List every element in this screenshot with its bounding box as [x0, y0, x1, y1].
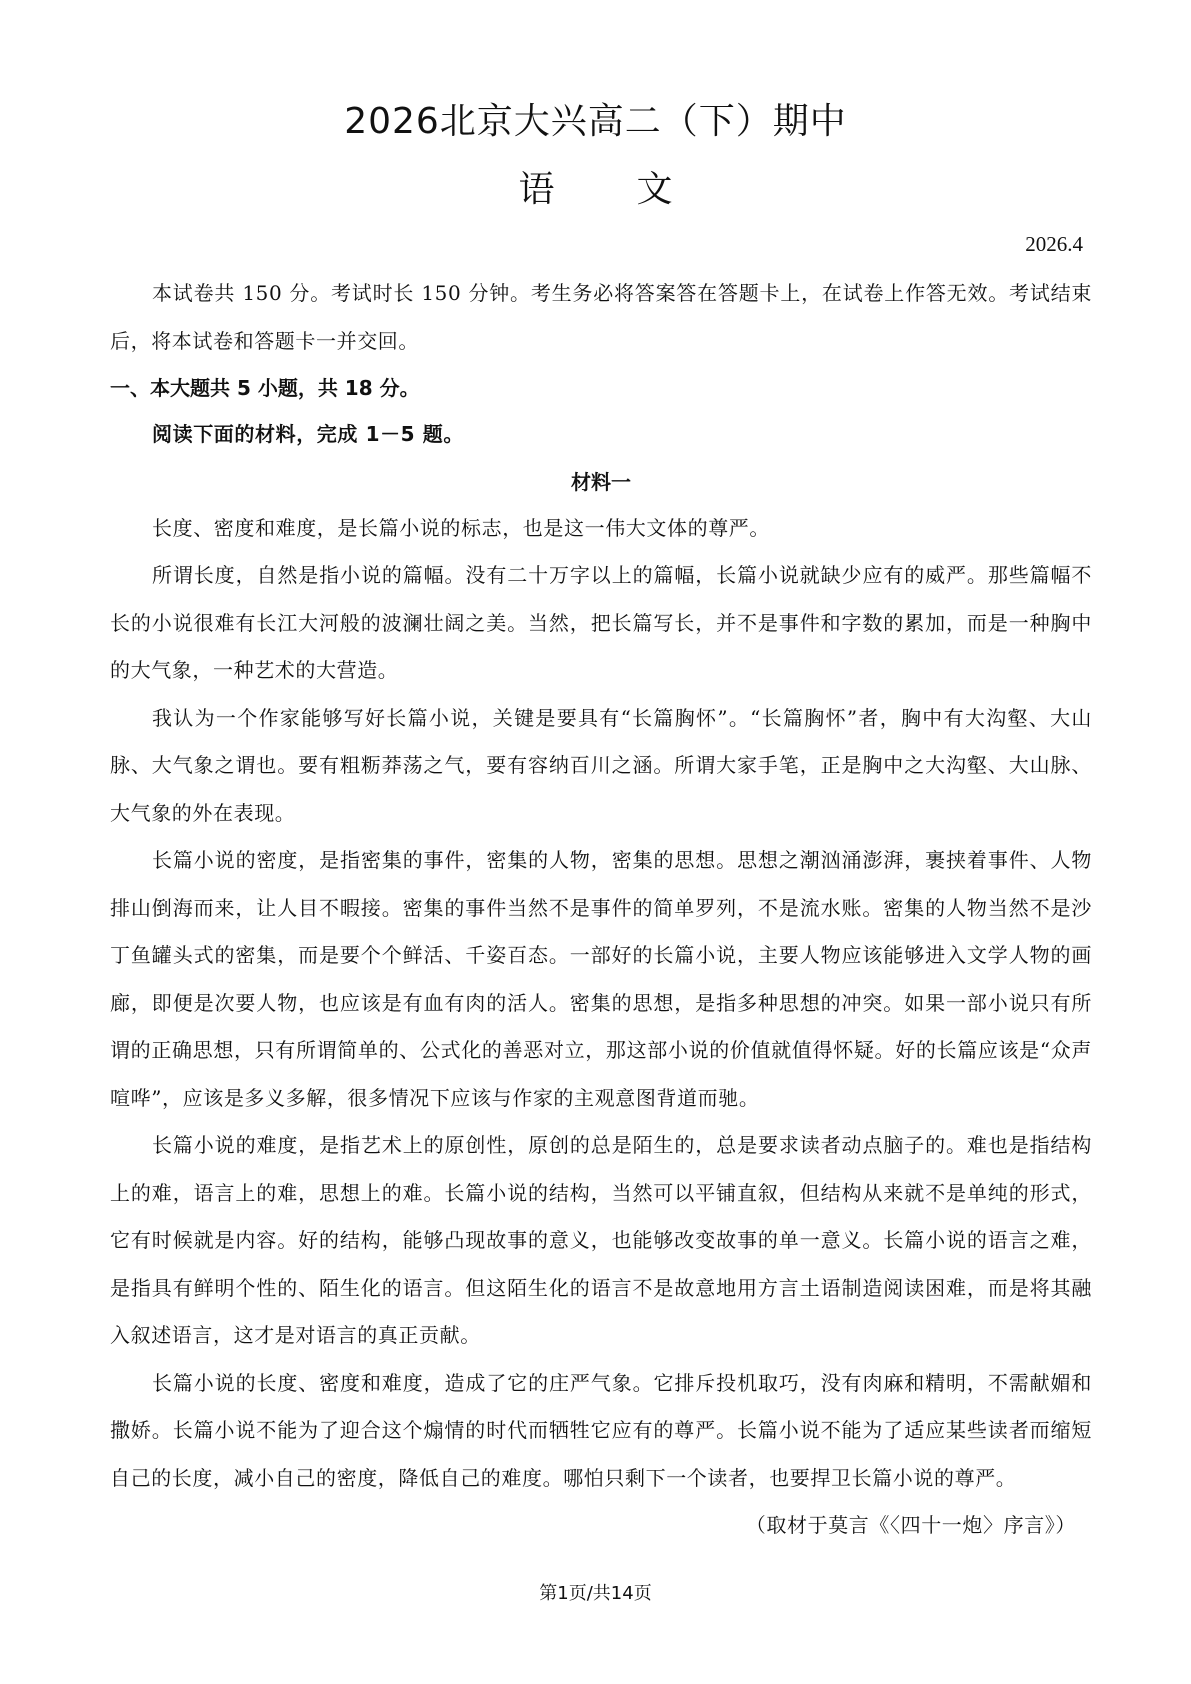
reading-directive: 阅读下面的材料，完成 1－5 题。 — [152, 422, 464, 446]
material-title: 材料一 — [571, 469, 631, 494]
exam-content — [110, 270, 1092, 1550]
material-paragraph: 我认为一个作家能够写好长篇小说，关键是要具有“长篇胸怀”。“长篇胸怀”者，胸中有大沟壑、大山脉、大气象之谓也。要有粗粝莽荡之气，要有容纳百川之涵。所谓大家手笔，正是胸中之大沟壑、大山脉、大气象的外在表现。 — [110, 705, 1092, 825]
material-paragraph: 长篇小说的难度，是指艺术上的原创性，原创的总是陌生的，总是要求读者动点脑子的。难也是指结构上的难，语言上的难，思想上的难。长篇小说的结构，当然可以平铺直叙，但结构从来就不是单纯的形式，它有时候就是内容。好的结构，能够凸现故事的意义，也能够改变故事的单一意义。长篇小说的语言之难，是指具有鲜明个性的、陌生化的语言。但这陌生化的语言不是故意地用方言土语制造阅读困难，而是将其融入叙述语言，这才是对语言的真正贡献。 — [110, 1133, 1092, 1347]
subject-heading — [0, 168, 1191, 212]
material-paragraph: 长篇小说的长度、密度和难度，造成了它的庄严气象。它排斥投机取巧，没有肉麻和精明，不需献媚和撒娇。长篇小说不能为了迎合这个煽情的时代而牺牲它应有的尊严。长篇小说不能为了适应某些读者而缩短自己的长度，减小自己的密度，降低自己的难度。哪怕只剩下一个读者，也要捍卫长篇小说的尊严。 — [110, 1370, 1092, 1490]
exam-title: 2026北京大兴高二（下）期中 — [344, 101, 847, 142]
subject-char-2: 文 — [636, 169, 673, 210]
material-paragraph: 长度、密度和难度，是长篇小说的标志，也是这一伟大文体的尊严。 — [152, 515, 770, 540]
subject-char-1: 语 — [518, 169, 555, 210]
material-source: （取材于莫言《〈四十一炮〉序言》） — [745, 1513, 1076, 1537]
exam-date: 2026.4 — [1025, 232, 1083, 256]
section-heading: 一、本大题共 5 小题，共 18 分。 — [110, 376, 420, 400]
page-footer: 第1页/共14页 — [539, 1583, 652, 1604]
instructions-text: 本试卷共 150 分。考试时长 150 分钟。考生务必将答案答在答题卡上，在试卷上作答无效。考试结束后，将本试卷和答题卡一并交回。 — [110, 281, 1092, 353]
material-paragraph: 长篇小说的密度，是指密集的事件，密集的人物，密集的思想。思想之潮汹涌澎湃，裹挟着事件、人物排山倒海而来，让人目不暇接。密集的事件当然不是事件的简单罗列，不是流水账。密集的人物当然不是沙丁鱼罐头式的密集，而是要个个鲜活、千姿百态。一部好的长篇小说，主要人物应该能够进入文学人物的画廊，即便是次要人物，也应该是有血有肉的活人。密集的思想，是指多种思想的冲突。如果一部小说只有所谓的正确思想，只有所谓简单的、公式化的善恶对立，那这部小说的价值就值得怀疑。好的长篇应该是“众声喧哗”，应该是多义多解，很多情况下应该与作家的主观意图背道而驰。 — [110, 848, 1092, 1110]
material-paragraph: 所谓长度，自然是指小说的篇幅。没有二十万字以上的篇幅，长篇小说就缺少应有的威严。那些篇幅不长的小说很难有长江大河般的波澜壮阔之美。当然，把长篇写长，并不是事件和字数的累加，而是一种胸中的大气象，一种艺术的大营造。 — [110, 563, 1092, 682]
